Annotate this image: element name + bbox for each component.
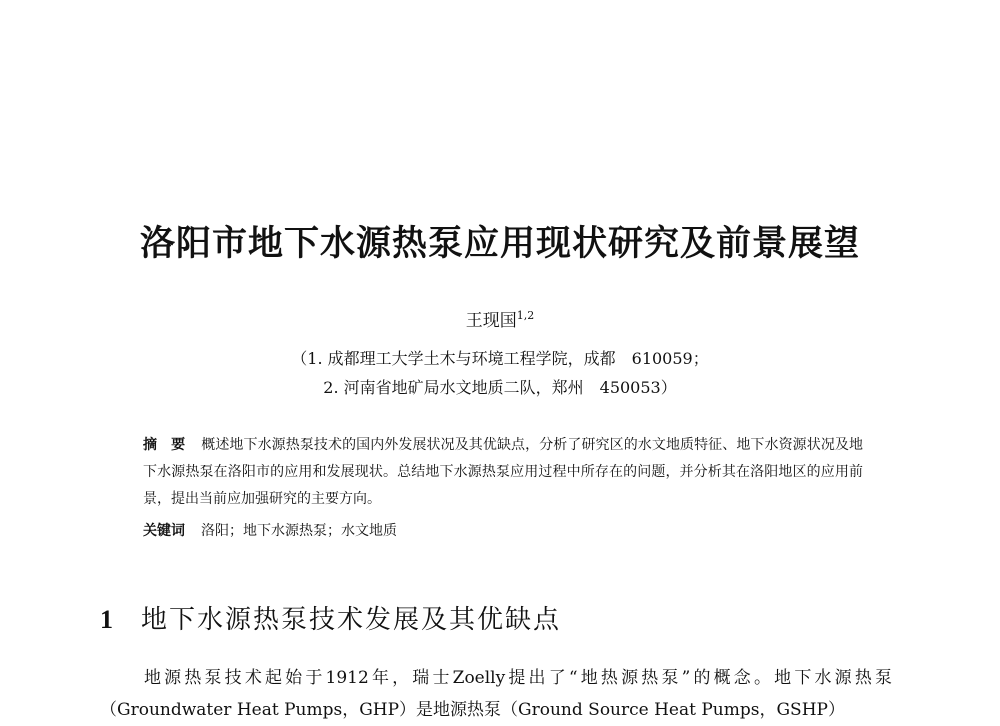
author-line bbox=[0, 304, 1000, 333]
abstract-label: 摘 要 bbox=[143, 437, 186, 453]
abstract-text: 概述地下水源热泵技术的国内外发展状况及其优缺点，分析了研究区的水文地质特征、地下水资源状况及地下水源热泵在洛阳市的应用和发展现状。总结地下水源热泵应用过程中所存在的问题，并分析其在洛阳地区的应用前景，提出当前应加强研究的主要方向。 bbox=[143, 437, 864, 507]
author-name: 王现国 bbox=[465, 311, 517, 331]
paper-title: 洛阳市地下水源热泵应用现状研究及前景展望 bbox=[139, 224, 860, 264]
author-affiliation-marks: 1,2 bbox=[516, 309, 535, 322]
section-heading-1 bbox=[100, 602, 561, 638]
body-paragraph: 地源热泵技术起始于1912年，瑞士Zoelly提出了“地热源热泵”的概念。地下水源热泵（Groundwater Heat Pumps，GHP）是地源热泵（Ground Source Heat Pumps，GSHP） bbox=[100, 668, 892, 720]
affiliation-1: （1. 成都理工大学土木与环境工程学院，成都 610059； bbox=[291, 349, 709, 368]
affiliation-2: 2. 河南省地矿局水文地质二队，郑州 450053） bbox=[323, 378, 677, 397]
section-number: 1 bbox=[100, 605, 115, 634]
abstract bbox=[143, 432, 863, 513]
keywords-label: 关键词 bbox=[143, 523, 185, 539]
keywords-text: 洛阳；地下水源热泵；水文地质 bbox=[201, 523, 397, 539]
keywords bbox=[143, 518, 397, 545]
section-title: 地下水源热泵技术发展及其优缺点 bbox=[141, 605, 562, 635]
